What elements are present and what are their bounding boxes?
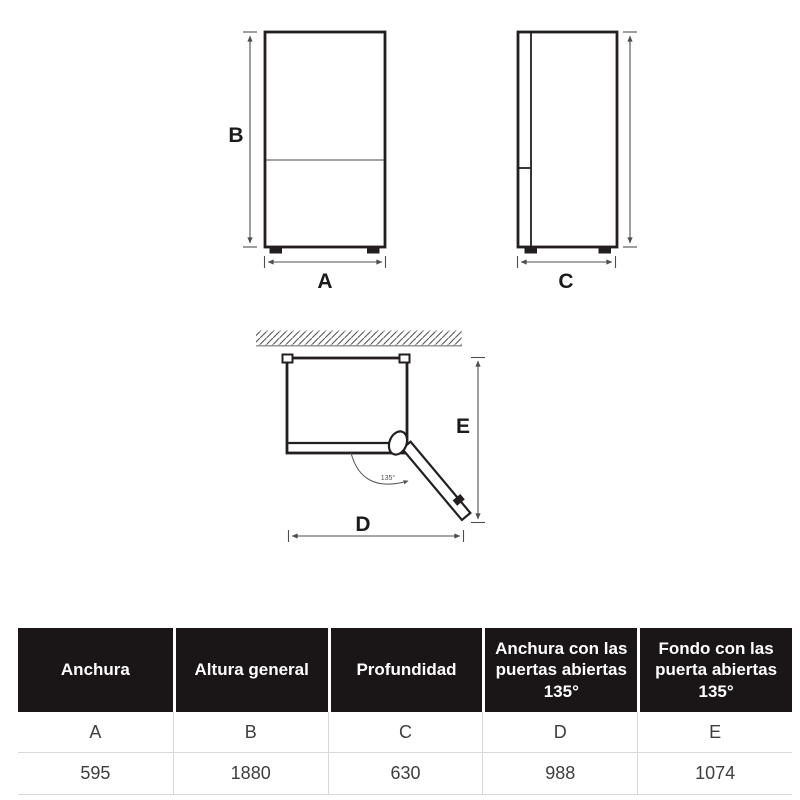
header-altura-general: Altura general <box>173 628 328 712</box>
value-cell-e: 1074 <box>637 753 792 795</box>
header-profundidad: Profundidad <box>328 628 483 712</box>
side-view-foot-right <box>599 248 612 254</box>
width-dimension <box>265 256 386 268</box>
table-letter-row <box>18 712 792 753</box>
wall-hatching <box>256 331 462 346</box>
width-dimension-label: A <box>317 270 333 293</box>
letter-cell-b: B <box>173 712 328 753</box>
dimensions-table <box>18 628 792 795</box>
letter-cell-e: E <box>637 712 792 753</box>
depth-dimension-label: C <box>558 270 574 293</box>
value-cell-d: 988 <box>482 753 637 795</box>
header-anchura: Anchura <box>18 628 173 712</box>
letter-cell-a: A <box>18 712 173 753</box>
height-dimension <box>243 32 257 247</box>
header-fondo-puertas-abiertas: Fondo con las puerta abiertas 135° <box>637 628 792 712</box>
table-header-row <box>18 628 792 712</box>
hinge-left <box>283 355 293 363</box>
top-view <box>256 331 485 543</box>
top-view-body <box>287 358 407 453</box>
open-depth-dimension-label: E <box>455 415 470 438</box>
swing-angle-label: 135° <box>380 475 396 482</box>
open-door <box>402 439 474 520</box>
header-anchura-puertas-abiertas: Anchura con las puertas abiertas 135° <box>482 628 637 712</box>
value-cell-c: 630 <box>328 753 483 795</box>
value-cell-a: 595 <box>18 753 173 795</box>
open-width-dimension-label: D <box>355 513 371 536</box>
front-view-foot-right <box>367 248 380 254</box>
side-view <box>518 32 638 293</box>
open-depth-dimension <box>471 358 485 523</box>
side-view-body <box>518 32 617 247</box>
height-dimension-label: B <box>228 124 244 147</box>
open-width-dimension <box>289 530 464 542</box>
value-cell-b: 1880 <box>173 753 328 795</box>
front-view-foot-left <box>270 248 283 254</box>
table-value-row <box>18 753 792 795</box>
front-view <box>228 32 385 293</box>
front-view-body <box>265 32 385 247</box>
side-view-foot-left <box>525 248 538 254</box>
swing-arc <box>351 453 408 484</box>
side-height-dimension <box>623 32 637 247</box>
hinge-right <box>400 355 410 363</box>
letter-cell-c: C <box>328 712 483 753</box>
letter-cell-d: D <box>482 712 637 753</box>
open-door-panel <box>402 442 470 520</box>
depth-dimension <box>518 256 616 268</box>
